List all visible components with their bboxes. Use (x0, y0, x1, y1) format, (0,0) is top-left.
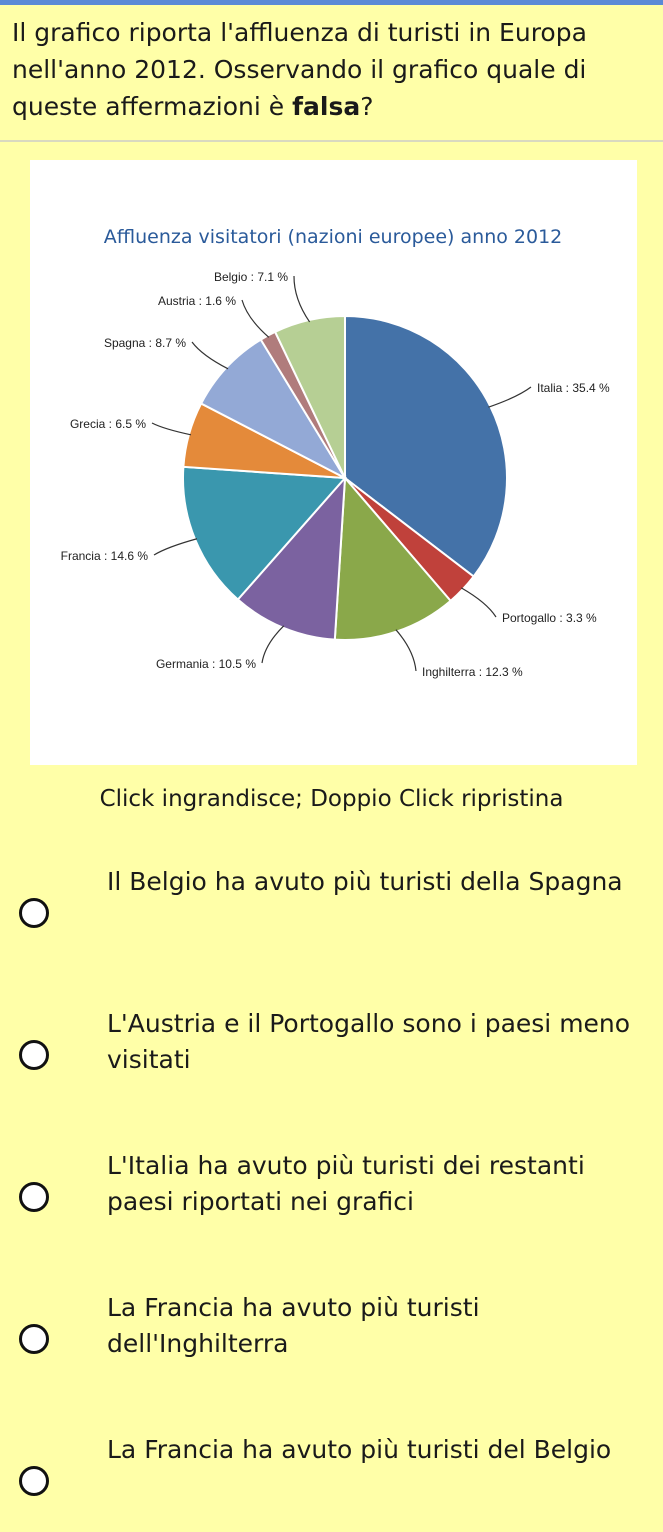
leader-line-grecia (152, 423, 191, 435)
radio-button[interactable] (19, 1324, 49, 1354)
answer-option-label: La Francia ha avuto più turisti dell'Inghilterra (107, 1293, 480, 1358)
slice-label-inghilterra: Inghilterra : 12.3 % (422, 665, 523, 679)
answer-option-2[interactable] (0, 1002, 663, 1102)
answer-option-5[interactable] (0, 1428, 663, 1528)
answer-option-label: L'Italia ha avuto più turisti dei restanti paesi riportati nei grafici (107, 1151, 585, 1216)
slice-label-grecia: Grecia : 6.5 % (69, 417, 146, 431)
question-text-main: Il grafico riporta l'affluenza di turisti in Europa nell'anno 2012. Osservando il grafico quale di queste affermazioni è (12, 18, 587, 121)
slice-label-francia: Francia : 14.6 % (60, 549, 148, 563)
pie-chart-container[interactable] (30, 160, 637, 765)
leader-line-italia (488, 387, 531, 407)
question-bold-word: falsa (292, 92, 361, 121)
answer-option-4[interactable] (0, 1286, 663, 1386)
slice-label-germania: Germania : 10.5 % (155, 657, 256, 671)
leader-line-germania (262, 626, 284, 663)
leader-line-spagna (192, 342, 228, 369)
slice-label-belgio: Belgio : 7.1 % (213, 270, 288, 284)
question-text-end: ? (360, 92, 374, 121)
leader-line-inghilterra (396, 630, 416, 671)
pie-chart[interactable] (30, 160, 637, 765)
top-accent-bar (0, 0, 663, 5)
answer-option-3[interactable] (0, 1144, 663, 1244)
answer-option-1[interactable] (0, 860, 663, 960)
leader-line-austria (242, 300, 269, 337)
leader-line-francia (154, 539, 197, 555)
radio-button[interactable] (19, 1040, 49, 1070)
answer-option-label: Il Belgio ha avuto più turisti della Spagna (107, 867, 623, 896)
slice-label-italia: Italia : 35.4 % (537, 381, 610, 395)
answer-option-label: L'Austria e il Portogallo sono i paesi meno visitati (107, 1009, 631, 1074)
slice-label-austria: Austria : 1.6 % (157, 294, 236, 308)
radio-button[interactable] (19, 1466, 49, 1496)
slice-label-spagna: Spagna : 8.7 % (103, 336, 186, 350)
chart-title: Affluenza visitatori (nazioni europee) anno 2012 (103, 226, 563, 248)
radio-button[interactable] (19, 1182, 49, 1212)
leader-line-portogallo (461, 588, 496, 617)
zoom-hint: Click ingrandisce; Doppio Click ripristina (99, 786, 564, 812)
radio-button[interactable] (19, 898, 49, 928)
divider (0, 140, 663, 142)
slice-label-portogallo: Portogallo : 3.3 % (502, 611, 597, 625)
leader-line-belgio (294, 276, 310, 322)
question-text (12, 14, 652, 125)
answer-option-label: La Francia ha avuto più turisti del Belgio (107, 1435, 612, 1464)
